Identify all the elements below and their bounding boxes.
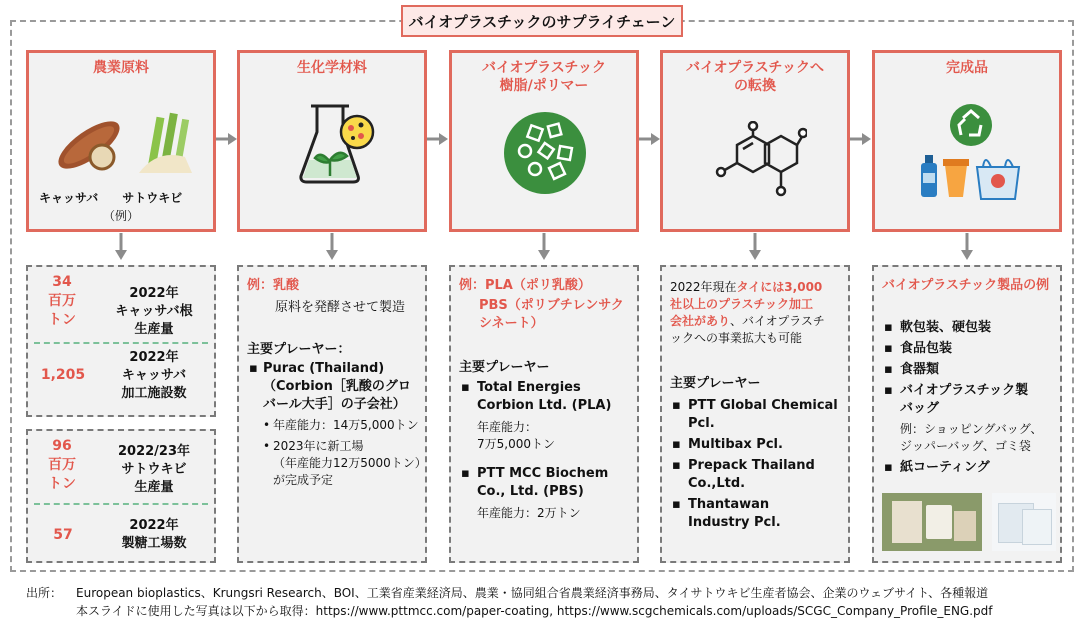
description: 原料を発酵させて製造	[275, 300, 406, 315]
bullet-square: ▪	[461, 466, 470, 481]
recycle-products-icon	[915, 101, 1025, 201]
market-text-c: 、バイオプラスチ ックへの事業拡大も可能	[670, 314, 825, 345]
plastic-bags-photo	[992, 493, 1056, 551]
bullet-dot: •	[263, 418, 271, 432]
bag-examples: 例：ショッピングバッグ、 ジッパーバッグ、ゴミ袋	[900, 422, 1043, 453]
player-name: Prepack Thailand Co.,Ltd.	[688, 458, 815, 491]
photo-credit: 本スライドに使用した写真は以下から取得：https://www.pttmcc.com/paper-coating, https://www.scgchemicals.com/uploads/SCGC_Company_Profile_ENG.pdf	[76, 604, 993, 618]
arrow-down-icon	[960, 233, 974, 261]
stat-label: 2022年 製糖工場数	[121, 518, 187, 551]
bullet-square: ▪	[672, 398, 681, 413]
arrow-down-icon	[748, 233, 762, 261]
lab-flask-icon	[295, 98, 375, 188]
player-name: Purac (Thailand) （Corbion［乳酸のグロ バール大手］の子会社）	[263, 361, 411, 412]
molecule-icon	[711, 121, 807, 211]
stage-title: 完成品	[946, 60, 988, 76]
market-text-highlight: タイには3,000 社以上のプラスチック加工 会社があり	[670, 280, 823, 328]
agri-stats-cassava	[26, 265, 216, 417]
stage-finished	[872, 50, 1062, 232]
example-label: PBS（ポリブチレンサク シネート）	[479, 298, 624, 331]
capacity-text: 年産能力： 7万5,000トン	[477, 420, 555, 451]
stage-caption-example: （例）	[102, 209, 139, 223]
paper-cups-photo	[882, 493, 982, 551]
product-item: 食品包装	[900, 341, 953, 356]
market-text-a: 2022年現在	[670, 280, 737, 294]
new-plant-text: 2023年に新工場 （年産能力12万5000トン） が完成予定	[273, 439, 427, 487]
arrow-right-icon	[427, 132, 449, 146]
example-label: 例：PLA（ポリ乳酸）	[459, 278, 591, 293]
stage-title: バイオプラスチックへ の転換	[685, 60, 825, 94]
product-item: 紙コーティング	[900, 460, 990, 475]
stat-number: 96 百万 トン	[48, 438, 76, 492]
bullet-dot: •	[263, 439, 271, 453]
stat-number: 1,205	[40, 367, 86, 383]
biochem-details	[237, 265, 427, 563]
product-item: 食器類	[900, 362, 940, 377]
example-label: 例：乳酸	[247, 278, 300, 293]
source-text: European bioplastics、Krungsri Research、BOI、工業省産業経済局、農業・協同組合省農業経済事務局、タイサトウキビ生産者協会、企業のウェブサイト、各種報道	[76, 586, 989, 600]
arrow-right-icon	[216, 132, 238, 146]
player-name: Multibax Pcl.	[688, 437, 783, 452]
products-heading: バイオプラスチック製品の例	[882, 278, 1050, 293]
stat-label: 2022/23年 サトウキビ 生産量	[117, 444, 191, 495]
diagram-title: バイオプラスチックのサプライチェーン	[401, 5, 683, 37]
players-heading: 主要プレーヤー：	[247, 342, 351, 357]
players-heading: 主要プレーヤー	[459, 360, 550, 375]
cassava-sugarcane-icon	[47, 111, 197, 181]
stage-title: バイオプラスチック 樹脂/ポリマー	[481, 60, 607, 94]
product-item: 軟包装、硬包装	[900, 320, 992, 335]
bullet-square: ▪	[461, 380, 470, 395]
player-name: Total Energies Corbion Ltd. (PLA)	[477, 380, 612, 413]
divider	[34, 342, 208, 344]
arrow-right-icon	[639, 132, 661, 146]
arrow-down-icon	[537, 233, 551, 261]
stage-caption: キャッサバ サトウキビ	[39, 191, 183, 205]
capacity-text: 年産能力：14万5,000トン	[273, 418, 419, 432]
player-name: PTT Global Chemical Pcl.	[688, 398, 838, 431]
polymer-details	[449, 265, 639, 563]
bullet-square: ▪	[884, 460, 893, 475]
stage-conversion	[660, 50, 850, 232]
players-heading: 主要プレーヤー	[670, 376, 761, 391]
bullet-square: ▪	[672, 497, 681, 512]
market-text	[670, 279, 848, 347]
bullet-square: ▪	[884, 362, 893, 377]
player-name: Thantawan Industry Pcl.	[688, 497, 781, 530]
capacity-text: 年産能力：2万トン	[477, 506, 581, 520]
bullet-square: ▪	[884, 341, 893, 356]
agri-stats-sugarcane	[26, 429, 216, 563]
polymer-pellets-icon	[503, 111, 587, 195]
divider	[34, 503, 208, 505]
player-name: PTT MCC Biochem Co., Ltd. (PBS)	[477, 466, 609, 499]
stage-title: 生化学材料	[297, 60, 367, 76]
arrow-right-icon	[850, 132, 872, 146]
bullet-square: ▪	[884, 383, 893, 398]
bullet-square: ▪	[249, 361, 258, 376]
stat-label: 2022年 キャッサバ根 生産量	[115, 286, 193, 337]
bullet-square: ▪	[884, 320, 893, 335]
stat-number: 57	[53, 527, 73, 543]
finished-details	[872, 265, 1062, 563]
stage-polymer	[449, 50, 639, 232]
conversion-details	[660, 265, 850, 563]
arrow-down-icon	[325, 233, 339, 261]
stage-agri	[26, 50, 216, 232]
stage-biochem	[237, 50, 427, 232]
product-item: バイオプラスチック製バッグ	[900, 383, 1029, 416]
source-label: 出所：	[26, 586, 63, 600]
stage-title: 農業原料	[93, 60, 149, 76]
stat-number: 34 百万 トン	[48, 274, 76, 328]
arrow-down-icon	[114, 233, 128, 261]
stat-label: 2022年 キャッサバ 加工施設数	[121, 350, 187, 401]
bullet-square: ▪	[672, 458, 681, 473]
bullet-square: ▪	[672, 437, 681, 452]
